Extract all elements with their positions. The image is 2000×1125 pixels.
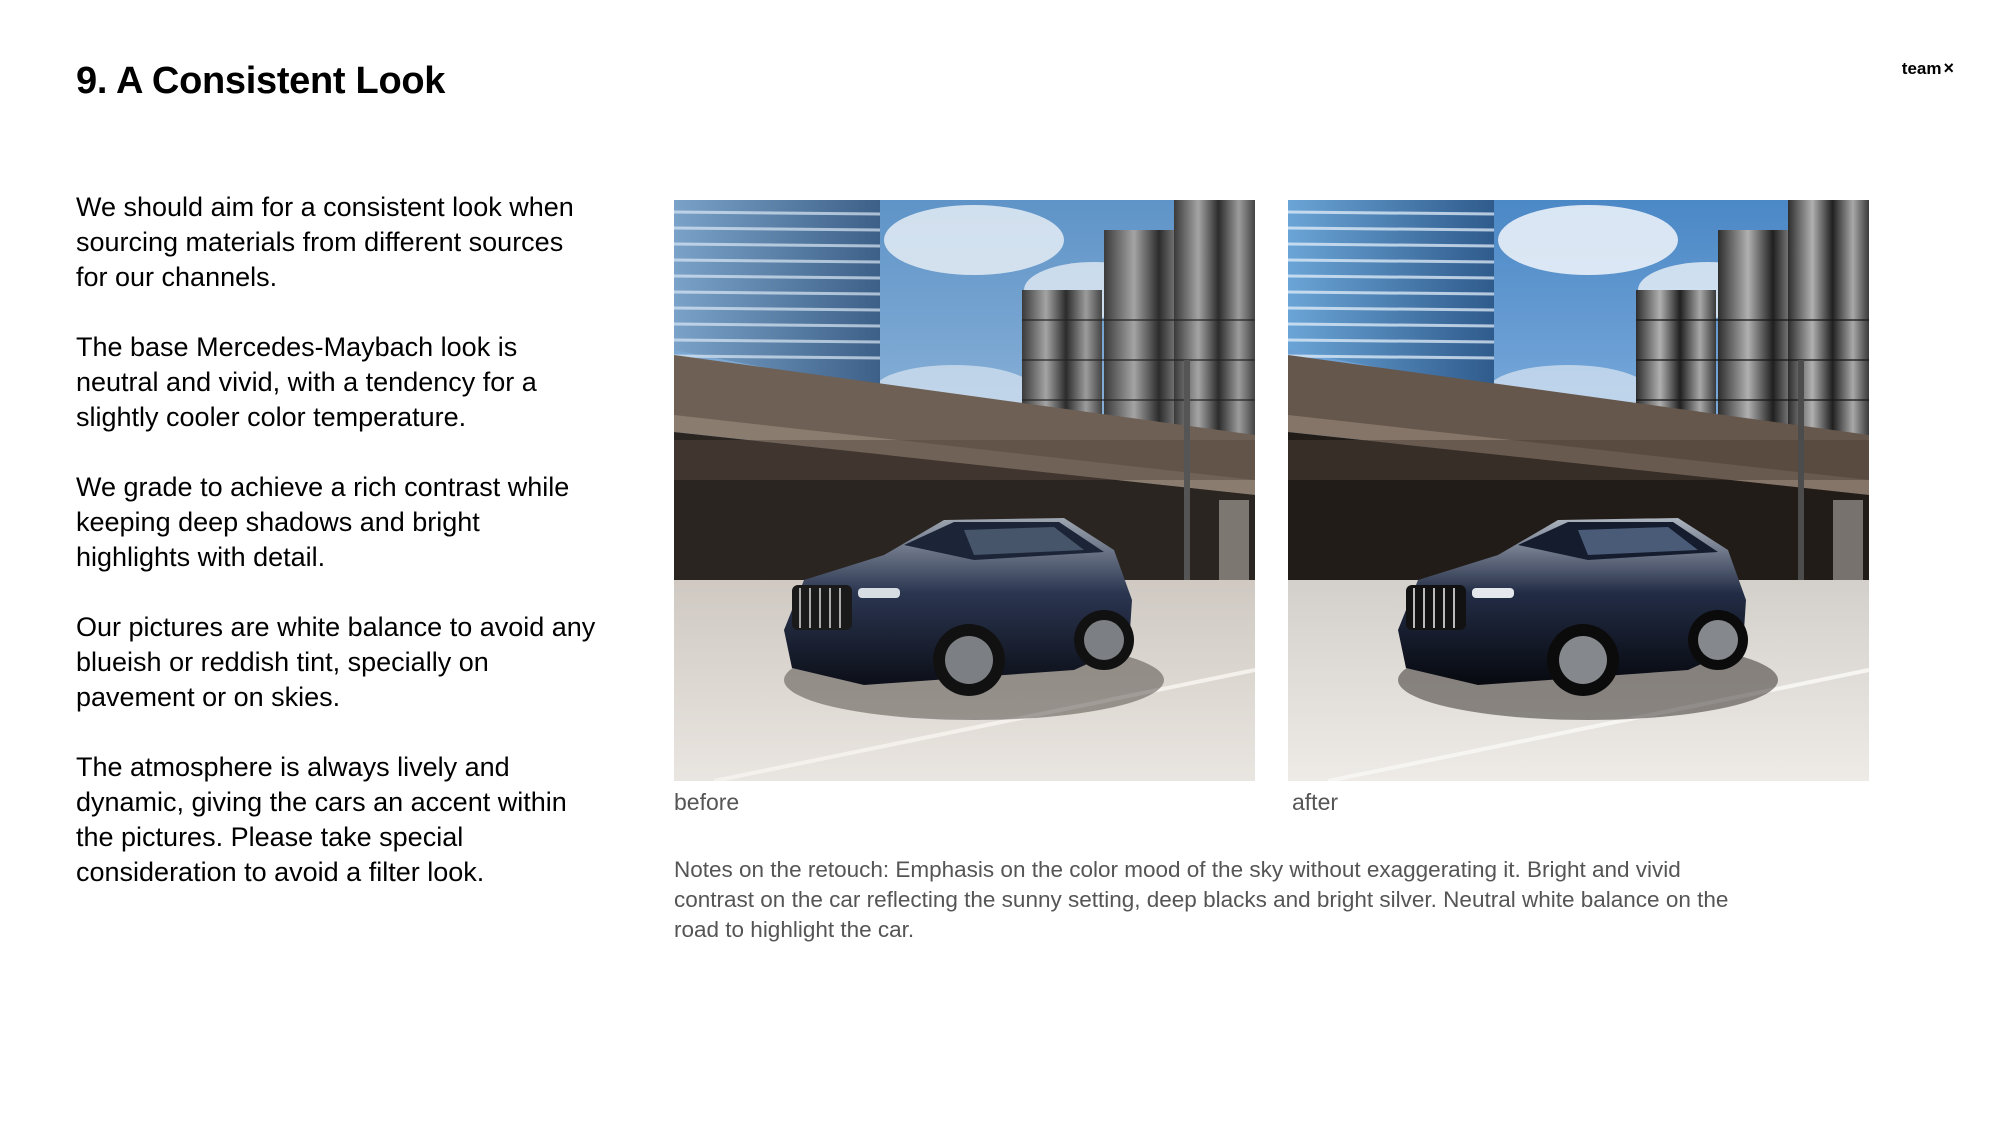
paragraph-2: The base Mercedes-Maybach look is neutral and vivid, with a tendency for a slightly cooler color temperature. <box>76 332 537 432</box>
team-logo <box>1902 58 1954 79</box>
retouch-notes: Notes on the retouch: Emphasis on the color mood of the sky without exaggerating it. Bright and vivid contrast on the car reflecting the sunny setting, deep blacks and bright silver. Neutral white balance on the road to highlight the car. <box>674 857 1729 942</box>
before-caption: before <box>674 789 740 815</box>
page-title: 9. A Consistent Look <box>76 60 446 102</box>
paragraph-3: We grade to achieve a rich contrast while keeping deep shadows and bright highlights with detail. <box>76 472 570 572</box>
logo-text: team <box>1901 58 1942 78</box>
before-photo <box>674 200 1255 781</box>
logo-x-icon: × <box>1943 58 1954 78</box>
paragraph-4: Our pictures are white balance to avoid any blueish or reddish tint, specially on pavement or on skies. <box>76 612 596 712</box>
after-caption: after <box>1292 789 1339 815</box>
paragraph-1: We should aim for a consistent look when sourcing materials from different sources for our channels. <box>76 192 574 292</box>
body-text <box>76 190 596 925</box>
after-photo <box>1288 200 1869 781</box>
paragraph-5: The atmosphere is always lively and dynamic, giving the cars an accent within the pictures. Please take special consideration to avoid a filter look. <box>76 752 567 887</box>
